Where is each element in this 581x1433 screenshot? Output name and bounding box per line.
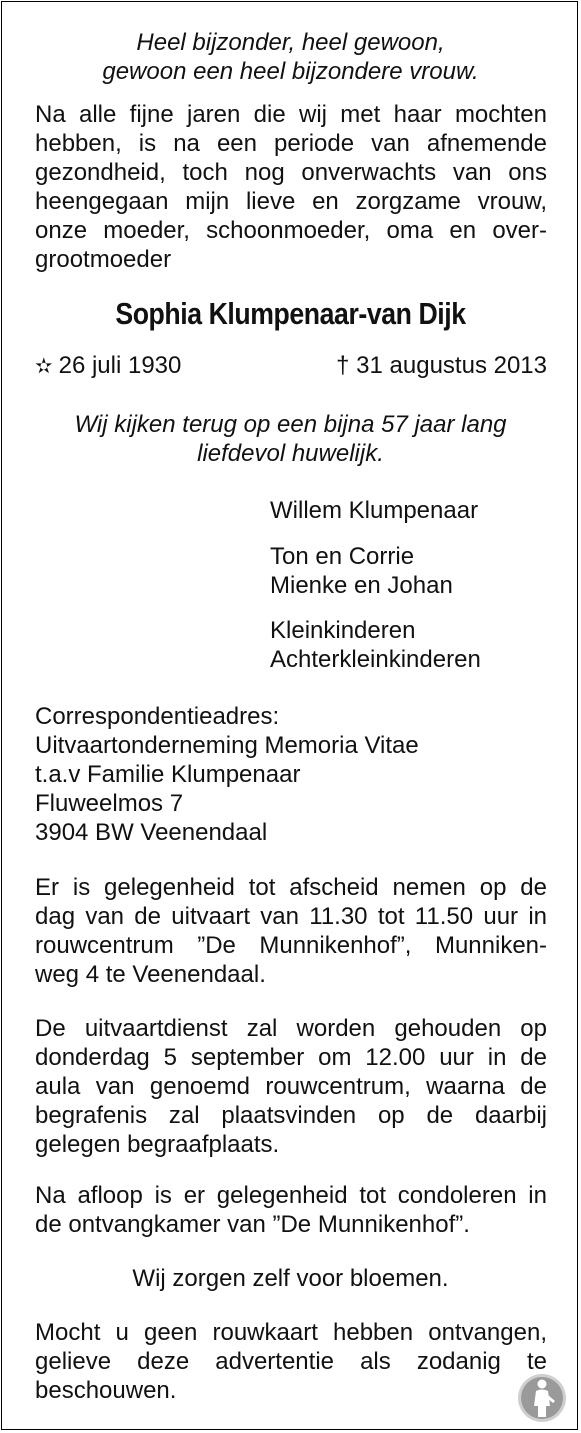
service-line: De uitvaartdienst zal worden gehouden op	[35, 1015, 547, 1042]
deceased-name: Sophia Klumpenaar-van Dijk	[115, 296, 466, 331]
service-line: begrafenis zal plaatsvinden op de daarbij	[35, 1102, 547, 1129]
intro-line: Na alle fijne jaren die wij met haar mochten	[35, 101, 547, 128]
memorial-figure-icon	[517, 1373, 567, 1423]
farewell-line: rouwcentrum ”De Munnikenhof”, Munniken-	[35, 932, 547, 959]
farewell-line: weg 4 te Veenendaal.	[35, 961, 266, 988]
address-line-3: Fluweelmos 7	[35, 790, 184, 817]
family-grandchildren	[270, 616, 481, 674]
closing-paragraph	[35, 1318, 547, 1405]
obituary-card	[1, 1, 578, 1430]
correspondence-address	[35, 702, 419, 847]
intro-line: grootmoeder	[35, 246, 172, 273]
marriage-line-2: liefdevol huwelijk.	[197, 440, 384, 467]
farewell-line: dag van de uitvaart van 11.30 tot 11.50 uur in	[35, 903, 547, 930]
closing-line: Mocht u geen rouwkaart hebben ontvangen,	[35, 1319, 547, 1346]
motto-line-2: gewoon een heel bijzondere vrouw.	[102, 58, 479, 85]
death-date: † 31 augustus 2013	[336, 352, 547, 379]
birth-date-text: 26 juli 1930	[58, 352, 182, 379]
children-line-2: Mienke en Johan	[270, 572, 453, 599]
flowers-text: Wij zorgen zelf voor bloemen.	[132, 1265, 449, 1292]
marriage-text	[22, 410, 559, 468]
intro-line: gezondheid, toch nog onverwachts van ons	[35, 159, 547, 186]
condolence-paragraph	[35, 1181, 547, 1239]
flowers-note	[2, 1264, 579, 1293]
family-husband	[270, 496, 478, 525]
husband-name: Willem Klumpenaar	[270, 497, 479, 524]
service-line: donderdag 5 september om 12.00 uur in de	[35, 1044, 547, 1071]
service-line: aula van genoemd rouwcentrum, waarna de	[35, 1073, 547, 1100]
grandchildren-line-1: Kleinkinderen	[270, 617, 416, 644]
intro-line: onze moeder, schoonmoeder, oma en over-	[35, 217, 547, 244]
service-paragraph	[35, 1014, 547, 1159]
farewell-line: Er is gelegenheid tot afscheid nemen op de	[35, 874, 547, 901]
intro-line: hebben, is na een periode van afnemende	[35, 130, 547, 157]
intro-line: heengegaan mijn lieve en zorgzame vrouw,	[35, 188, 547, 215]
dates-row	[35, 351, 547, 381]
closing-line: beschouwen.	[35, 1377, 177, 1404]
motto	[22, 28, 559, 86]
grandchildren-line-2: Achterkleinkinderen	[270, 646, 481, 673]
address-line-2: t.a.v Familie Klumpenaar	[35, 761, 301, 788]
service-line: gelegen begraafplaats.	[35, 1131, 280, 1158]
condolence-line: Na afloop is er gelegenheid tot condoleren in	[35, 1182, 547, 1209]
birth-date	[35, 351, 181, 381]
address-label: Correspondentieadres:	[35, 703, 280, 730]
address-line-4: 3904 BW Veenendaal	[35, 819, 268, 846]
closing-line: gelieve deze advertentie als zodanig te	[35, 1348, 547, 1375]
deceased-name-wrap	[2, 296, 579, 332]
family-children	[270, 542, 453, 600]
marriage-line-1: Wij kijken terug op een bijna 57 jaar lang	[74, 411, 507, 438]
address-line-1: Uitvaartonderneming Memoria Vitae	[35, 732, 419, 759]
intro-paragraph	[35, 100, 547, 274]
children-line-1: Ton en Corrie	[270, 543, 415, 570]
motto-line-1: Heel bijzonder, heel gewoon,	[136, 29, 445, 56]
star-icon: ✫	[35, 355, 53, 378]
farewell-paragraph	[35, 873, 547, 989]
condolence-line: de ontvangkamer van ”De Munnikenhof”.	[35, 1211, 470, 1238]
